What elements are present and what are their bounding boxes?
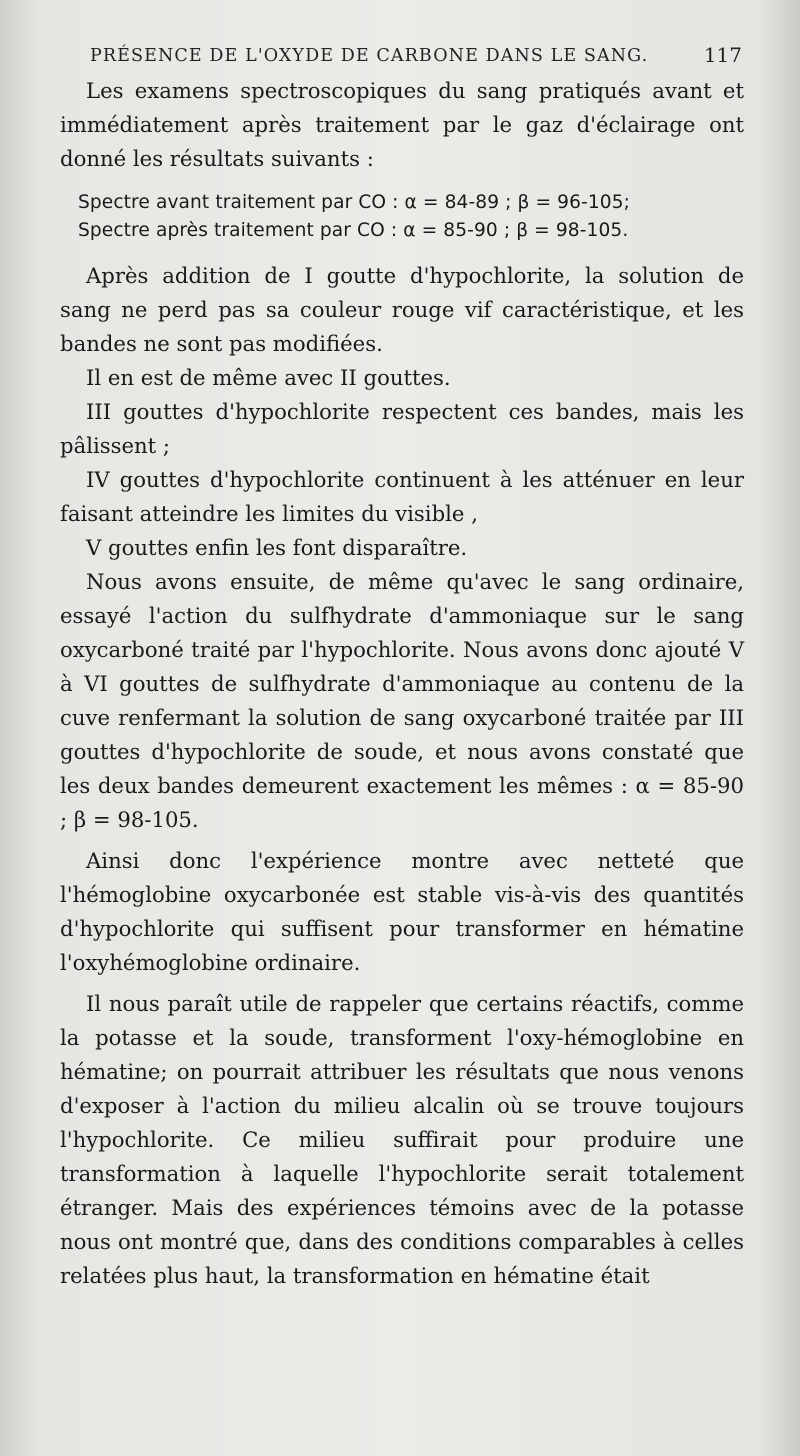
spectrum-before-treatment: Spectre avant traitement par CO : α = 84-89 ; β = 96-105; [78,192,630,213]
page-body [60,74,744,1293]
paragraph-one-drop: Après addition de I goutte d'hypochlorite, la solution de sang ne perd pas sa couleur rouge vif caractéristique, et les bandes ne sont pas modifiées. [60,263,744,356]
running-title: PRÉSENCE DE L'OXYDE DE CARBONE DANS LE SANG. [90,46,649,66]
paragraph-conclusion: Ainsi donc l'expérience montre avec netteté que l'hémoglobine oxycarbonée est stable vis-à-vis des quantités d'hypochlorite qui suffisent pour transformer en hématine l'oxyhémoglobine ordinaire. [60,848,744,975]
paragraph-four-drops: IV gouttes d'hypochlorite continuent à les atténuer en leur faisant atteindre les limites du visible , [60,467,744,526]
page-number: 117 [703,43,742,67]
spectrum-after-treatment: Spectre après traitement par CO : α = 85-90 ; β = 98-105. [78,220,629,241]
paragraph-five-drops: V gouttes enfin les font disparaître. [86,535,468,560]
paragraph-two-drops: Il en est de même avec II gouttes. [86,365,451,390]
page-header [90,40,742,76]
spectra-results [78,189,744,245]
paragraph-alkaline: Il nous paraît utile de rappeler que certains réactifs, comme la potasse et la soude, transforment l'oxy-hémoglobine en hématine; on pourrait attribuer les résultats que nous venons d'exposer à l'action du milieu alcalin où se trouve toujours l'hypochlorite. Ce milieu suffirait pour produire une transformation à laquelle l'hypochlorite serait totalement étranger. Mais des expériences témoins avec de la potasse nous ont montré que, dans des conditions comparables à celles relatées plus haut, la transformation en hématine était [60,991,744,1288]
paragraph-intro: Les examens spectroscopiques du sang pratiqués avant et immédiatement après traitement par le gaz d'éclairage ont donné les résultats suivants : [60,78,744,171]
paragraph-three-drops: III gouttes d'hypochlorite respectent ces bandes, mais les pâlissent ; [60,399,744,458]
paragraph-sulfhydrate: Nous avons ensuite, de même qu'avec le sang ordinaire, essayé l'action du sulfhydrate d'ammoniaque sur le sang oxycarboné traité par l'hypochlorite. Nous avons donc ajouté V à VI gouttes de sulfhydrate d'ammoniaque au contenu de la cuve renfermant la solution de sang oxycarboné traitée par III gouttes d'hypochlorite de soude, et nous avons constaté que les deux bandes demeurent exactement les mêmes : α = 85-90 ; β = 98-105. [60,569,744,832]
